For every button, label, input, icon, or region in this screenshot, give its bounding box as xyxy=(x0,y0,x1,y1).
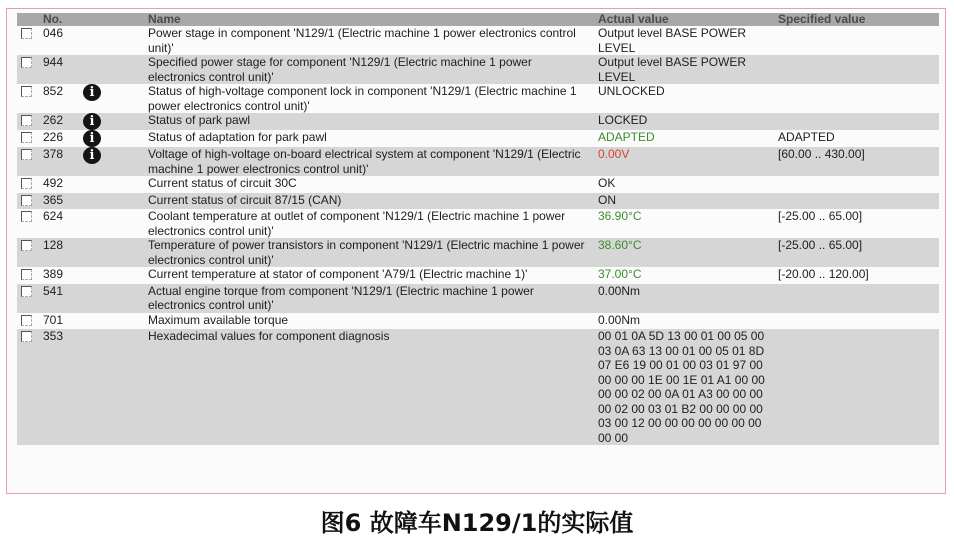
info-icon[interactable]: i xyxy=(83,84,101,101)
row-select-cell xyxy=(17,26,39,55)
row-checkbox[interactable] xyxy=(21,149,32,160)
row-info-cell xyxy=(79,267,144,284)
header-select xyxy=(17,13,39,26)
row-number: 378 xyxy=(39,147,79,176)
row-actual-value: Output level BASE POWER LEVEL xyxy=(594,26,774,55)
table-row[interactable] xyxy=(17,26,939,55)
table-row[interactable] xyxy=(17,55,939,84)
row-info-cell xyxy=(79,113,144,130)
row-name: Current temperature at stator of component 'A79/1 (Electric machine 1)' xyxy=(144,267,594,284)
row-info-cell xyxy=(79,193,144,210)
row-specified-value xyxy=(774,26,939,55)
row-info-cell xyxy=(79,55,144,84)
row-specified-value: [-25.00 .. 65.00] xyxy=(774,209,939,238)
row-info-cell xyxy=(79,284,144,313)
row-select-cell xyxy=(17,147,39,176)
row-specified-value xyxy=(774,284,939,313)
row-number: 541 xyxy=(39,284,79,313)
row-specified-value xyxy=(774,176,939,193)
row-specified-value xyxy=(774,113,939,130)
row-select-cell xyxy=(17,130,39,147)
row-select-cell xyxy=(17,113,39,130)
row-number: 128 xyxy=(39,238,79,267)
row-name: Coolant temperature at outlet of component 'N129/1 (Electric machine 1 power electronics control unit)' xyxy=(144,209,594,238)
row-info-cell xyxy=(79,329,144,445)
row-info-cell xyxy=(79,176,144,193)
table-row[interactable] xyxy=(17,147,939,176)
row-name: Temperature of power transistors in component 'N129/1 (Electric machine 1 power electronics control unit)' xyxy=(144,238,594,267)
row-checkbox[interactable] xyxy=(21,331,32,342)
table-row[interactable] xyxy=(17,267,939,284)
info-icon[interactable]: i xyxy=(83,147,101,164)
row-actual-value: 37.00°C xyxy=(594,267,774,284)
row-actual-value: OK xyxy=(594,176,774,193)
row-name: Maximum available torque xyxy=(144,313,594,330)
row-checkbox[interactable] xyxy=(21,211,32,222)
row-specified-value xyxy=(774,193,939,210)
row-name: Power stage in component 'N129/1 (Electric machine 1 power electronics control unit)' xyxy=(144,26,594,55)
actual-values-table xyxy=(17,13,939,445)
row-select-cell xyxy=(17,84,39,113)
row-info-cell xyxy=(79,26,144,55)
table-row[interactable] xyxy=(17,238,939,267)
row-actual-value: UNLOCKED xyxy=(594,84,774,113)
table-row[interactable] xyxy=(17,176,939,193)
row-checkbox[interactable] xyxy=(21,115,32,126)
row-info-cell xyxy=(79,313,144,330)
row-info-cell xyxy=(79,84,144,113)
row-select-cell xyxy=(17,267,39,284)
row-checkbox[interactable] xyxy=(21,240,32,251)
row-name: Specified power stage for component 'N129/1 (Electric machine 1 power electronics control unit)' xyxy=(144,55,594,84)
row-number: 262 xyxy=(39,113,79,130)
row-checkbox[interactable] xyxy=(21,57,32,68)
header-actual-value[interactable]: Actual value xyxy=(594,13,774,26)
row-specified-value xyxy=(774,329,939,445)
header-name[interactable]: Name xyxy=(144,13,594,26)
row-actual-value: 0.00Nm xyxy=(594,313,774,330)
row-specified-value: [-25.00 .. 65.00] xyxy=(774,238,939,267)
table-row[interactable] xyxy=(17,284,939,313)
table-row[interactable] xyxy=(17,193,939,210)
row-checkbox[interactable] xyxy=(21,178,32,189)
row-checkbox[interactable] xyxy=(21,195,32,206)
row-info-cell xyxy=(79,147,144,176)
row-number: 944 xyxy=(39,55,79,84)
header-no[interactable]: No. xyxy=(39,13,79,26)
header-info xyxy=(79,13,144,26)
row-actual-value: 38.60°C xyxy=(594,238,774,267)
table-row[interactable] xyxy=(17,130,939,147)
info-icon[interactable]: i xyxy=(83,130,101,147)
row-select-cell xyxy=(17,193,39,210)
row-number: 492 xyxy=(39,176,79,193)
row-specified-value xyxy=(774,84,939,113)
row-name: Actual engine torque from component 'N129/1 (Electric machine 1 power electronics control unit)' xyxy=(144,284,594,313)
row-specified-value: ADAPTED xyxy=(774,130,939,147)
row-select-cell xyxy=(17,209,39,238)
row-number: 389 xyxy=(39,267,79,284)
row-name: Current status of circuit 87/15 (CAN) xyxy=(144,193,594,210)
row-info-cell xyxy=(79,238,144,267)
row-name: Hexadecimal values for component diagnosis xyxy=(144,329,594,445)
row-specified-value xyxy=(774,55,939,84)
row-name: Voltage of high-voltage on-board electrical system at component 'N129/1 (Electric machine 1 power electronics control unit)' xyxy=(144,147,594,176)
row-info-cell xyxy=(79,209,144,238)
row-actual-value: 0.00Nm xyxy=(594,284,774,313)
row-number: 365 xyxy=(39,193,79,210)
row-select-cell xyxy=(17,329,39,445)
row-number: 701 xyxy=(39,313,79,330)
figure-caption: 图6 故障车N129/1的实际值 xyxy=(320,509,634,537)
row-specified-value: [60.00 .. 430.00] xyxy=(774,147,939,176)
row-select-cell xyxy=(17,55,39,84)
row-actual-value: 36.90°C xyxy=(594,209,774,238)
row-name: Status of park pawl xyxy=(144,113,594,130)
table-row[interactable] xyxy=(17,329,939,445)
row-number: 046 xyxy=(39,26,79,55)
row-actual-value: 0.00V xyxy=(594,147,774,176)
row-select-cell xyxy=(17,238,39,267)
row-select-cell xyxy=(17,176,39,193)
row-info-cell xyxy=(79,130,144,147)
row-specified-value xyxy=(774,313,939,330)
table-row[interactable] xyxy=(17,209,939,238)
row-checkbox[interactable] xyxy=(21,269,32,280)
info-icon[interactable]: i xyxy=(83,113,101,130)
table-header-row xyxy=(17,13,939,26)
row-specified-value: [-20.00 .. 120.00] xyxy=(774,267,939,284)
row-checkbox[interactable] xyxy=(21,28,32,39)
table-row[interactable] xyxy=(17,84,939,113)
row-name: Status of adaptation for park pawl xyxy=(144,130,594,147)
row-name: Status of high-voltage component lock in component 'N129/1 (Electric machine 1 power electronics control unit)' xyxy=(144,84,594,113)
row-actual-value: ON xyxy=(594,193,774,210)
row-actual-value: 00 01 0A 5D 13 00 01 00 05 00 03 0A 63 13 00 01 00 05 01 8D 07 E6 19 00 01 00 03 01 97 00 00 00 00 1E 00 1E 01 A1 00 00 00 00 02 00 0A 01 A3 00 00 00 00 02 00 03 01 B2 00 00 00 00 03 00 12 00 00 00 00 00 00 00 00 00 xyxy=(594,329,774,445)
header-specified-value[interactable]: Specified value xyxy=(774,13,939,26)
row-actual-value: LOCKED xyxy=(594,113,774,130)
table-row[interactable] xyxy=(17,113,939,130)
row-actual-value: Output level BASE POWER LEVEL xyxy=(594,55,774,84)
diagnosis-panel xyxy=(6,8,946,494)
row-select-cell xyxy=(17,313,39,330)
row-actual-value: ADAPTED xyxy=(594,130,774,147)
row-checkbox[interactable] xyxy=(21,315,32,326)
row-checkbox[interactable] xyxy=(21,86,32,97)
row-name: Current status of circuit 30C xyxy=(144,176,594,193)
row-number: 852 xyxy=(39,84,79,113)
row-number: 226 xyxy=(39,130,79,147)
row-select-cell xyxy=(17,284,39,313)
table-row[interactable] xyxy=(17,313,939,330)
row-number: 353 xyxy=(39,329,79,445)
row-number: 624 xyxy=(39,209,79,238)
row-checkbox[interactable] xyxy=(21,132,32,143)
row-checkbox[interactable] xyxy=(21,286,32,297)
